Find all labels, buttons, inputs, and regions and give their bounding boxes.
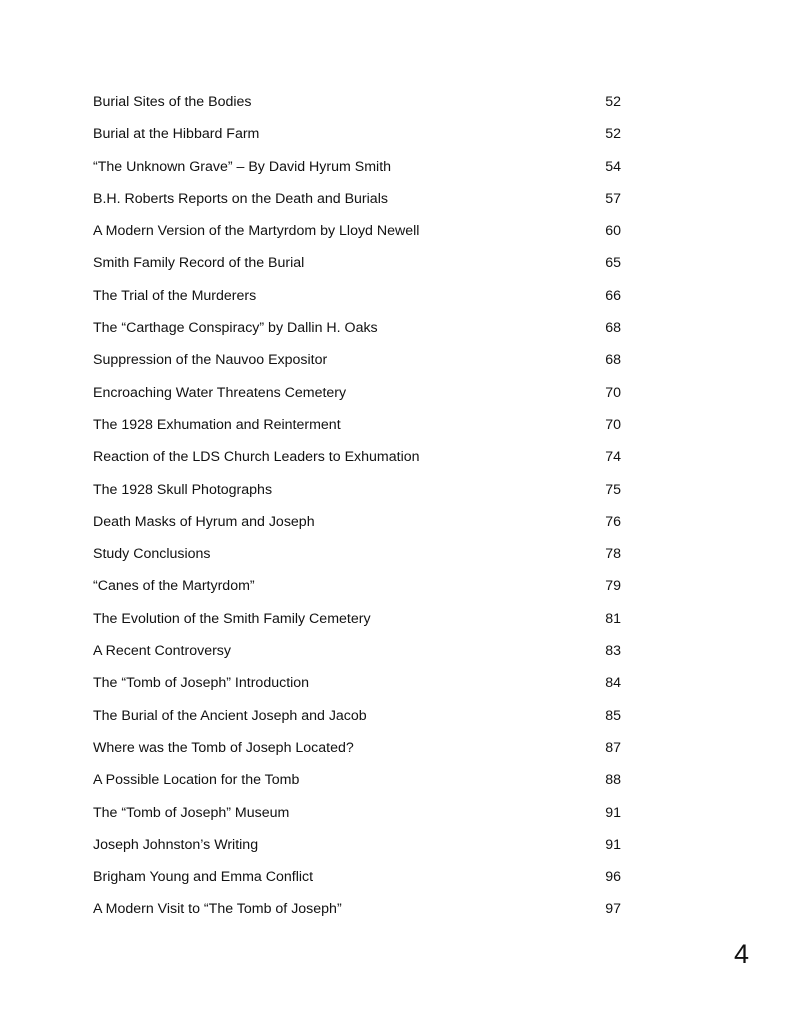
toc-entry (93, 444, 633, 476)
toc-entry-title: Death Masks of Hyrum and Joseph (93, 513, 315, 530)
toc-entry (93, 154, 633, 186)
toc-entry-page: 70 (605, 416, 621, 433)
toc-entry-title: Burial at the Hibbard Farm (93, 126, 260, 143)
toc-entry-title: “The Unknown Grave” – By David Hyrum Smith (93, 158, 392, 175)
toc-entry-title: A Possible Location for the Tomb (93, 772, 300, 789)
toc-entry-title: A Modern Visit to “The Tomb of Joseph” (93, 901, 342, 918)
toc-entry (93, 638, 633, 670)
toc-entry-page: 66 (605, 287, 621, 304)
toc-entry-title: The 1928 Skull Photographs (93, 481, 273, 498)
toc-entry-title: The “Carthage Conspiracy” by Dallin H. Oaks (93, 320, 378, 337)
toc-entry (93, 412, 633, 444)
toc-entry-page: 52 (605, 126, 621, 143)
toc-entry-title: A Recent Controversy (93, 643, 231, 660)
toc-entry-page: 83 (605, 643, 621, 660)
toc-entry-page: 76 (605, 513, 621, 530)
toc-entry-page: 57 (605, 190, 621, 207)
toc-entry (93, 218, 633, 250)
toc-entry-page: 91 (605, 804, 621, 821)
toc-entry (93, 121, 633, 153)
toc-entry (93, 767, 633, 799)
toc-entry-page: 88 (605, 772, 621, 789)
toc-entry (93, 606, 633, 638)
toc-entry (93, 800, 633, 832)
toc-entry-page: 81 (605, 610, 621, 627)
toc-entry (93, 670, 633, 702)
toc-entry-title: Suppression of the Nauvoo Expositor (93, 352, 328, 369)
toc-entry (93, 186, 633, 218)
toc-entry-title: The Burial of the Ancient Joseph and Jacob (93, 707, 367, 724)
toc-entry (93, 89, 633, 121)
toc-entry-title: The Trial of the Murderers (93, 287, 257, 304)
toc-entry-page: 85 (605, 707, 621, 724)
toc-entry (93, 541, 633, 573)
toc-entry-title: Brigham Young and Emma Conflict (93, 869, 314, 886)
toc-entry-title: The “Tomb of Joseph” Introduction (93, 675, 310, 692)
toc-entry-title: The Evolution of the Smith Family Cemetery (93, 610, 371, 627)
toc-entry (93, 864, 633, 896)
toc-entry-title: “Canes of the Martyrdom” (93, 578, 255, 595)
toc-entry (93, 832, 633, 864)
toc-entry-page: 70 (605, 384, 621, 401)
toc-entry-page: 74 (605, 449, 621, 466)
toc-entry (93, 283, 633, 315)
toc-entry-title: The 1928 Exhumation and Reinterment (93, 416, 341, 433)
page-number: 4 (734, 939, 750, 969)
toc-entry (93, 347, 633, 379)
toc-entry (93, 896, 633, 928)
toc-entry (93, 735, 633, 767)
toc-entry (93, 703, 633, 735)
toc-entry-page: 78 (605, 546, 621, 563)
toc-entry-title: A Modern Version of the Martyrdom by Lloyd Newell (93, 223, 420, 240)
toc-entry-page: 75 (605, 481, 621, 498)
toc-entry-title: B.H. Roberts Reports on the Death and Burials (93, 190, 388, 207)
toc-entry-page: 79 (605, 578, 621, 595)
toc-entry (93, 315, 633, 347)
toc-entry-title: Reaction of the LDS Church Leaders to Exhumation (93, 449, 420, 466)
toc-entry-page: 65 (605, 255, 621, 272)
toc-entry-title: Encroaching Water Threatens Cemetery (93, 384, 347, 401)
toc-entry (93, 509, 633, 541)
toc-entry (93, 477, 633, 509)
toc-entry-title: Joseph Johnston’s Writing (93, 836, 259, 853)
toc-entry-page: 96 (605, 869, 621, 886)
toc-entry-page: 84 (605, 675, 621, 692)
toc-entry-page: 68 (605, 320, 621, 337)
toc-entry-page: 68 (605, 352, 621, 369)
toc-entry-page: 52 (605, 94, 621, 110)
toc-entry (93, 380, 633, 412)
toc-entry-page: 91 (605, 836, 621, 853)
toc-entry-page: 87 (605, 739, 621, 756)
toc-entry-title: Burial Sites of the Bodies (93, 94, 252, 110)
toc-entry-title: Smith Family Record of the Burial (93, 255, 305, 272)
toc-entry-title: Where was the Tomb of Joseph Located? (93, 739, 354, 756)
table-of-contents (93, 89, 633, 929)
toc-entry-title: The “Tomb of Joseph” Museum (93, 804, 290, 821)
toc-entry (93, 250, 633, 282)
toc-entry-title: Study Conclusions (93, 546, 211, 563)
toc-entry-page: 97 (605, 901, 621, 918)
toc-entry (93, 573, 633, 605)
toc-entry-page: 60 (605, 223, 621, 240)
toc-entry-page: 54 (605, 158, 621, 175)
